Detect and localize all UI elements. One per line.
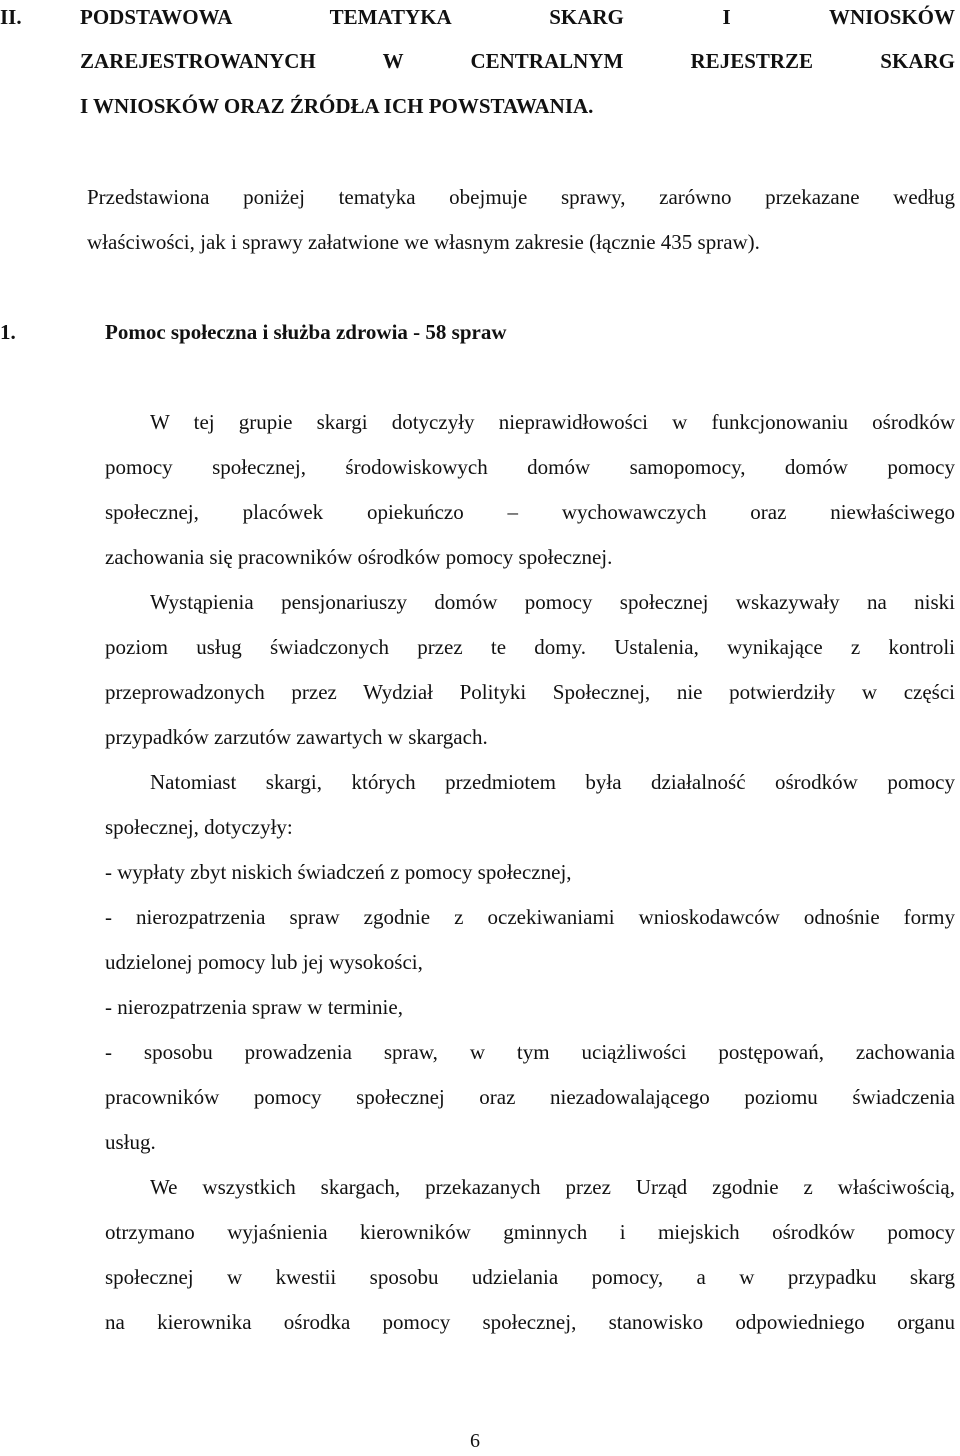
list-item: - nierozpatrzenia spraw zgodnie z oczekiwaniami wnioskodawców odnośnie formy	[105, 905, 955, 929]
subsection-title: Pomoc społeczna i służba zdrowia - 58 spraw	[105, 320, 507, 344]
list-item: - wypłaty zbyt niskich świadczeń z pomocy społecznej,	[105, 860, 572, 884]
body-line: Wystąpienia pensjonariuszy domów pomocy społecznej wskazywały na niski	[150, 590, 955, 614]
list-item-continuation: usług.	[105, 1130, 156, 1154]
body-line: poziom usług świadczonych przez te domy. Ustalenia, wynikające z kontroli	[105, 635, 955, 659]
body-line: zachowania się pracowników ośrodków pomocy społecznej.	[105, 545, 613, 569]
body-line: społecznej, placówek opiekuńczo – wychowawczych oraz niewłaściwego	[105, 500, 955, 524]
body-line: Natomiast skargi, których przedmiotem była działalność ośrodków pomocy	[150, 770, 955, 794]
subsection-number: 1.	[0, 320, 16, 344]
body-line: społecznej w kwestii sposobu udzielania pomocy, a w przypadku skarg	[105, 1265, 955, 1289]
body-line: na kierownika ośrodka pomocy społecznej, stanowisko odpowiedniego organu	[105, 1310, 955, 1334]
body-line: przeprowadzonych przez Wydział Polityki Społecznej, nie potwierdziły w części	[105, 680, 955, 704]
section-title-line-1: PODSTAWOWA TEMATYKA SKARG I WNIOSKÓW	[80, 5, 955, 29]
intro-line-1: Przedstawiona poniżej tematyka obejmuje sprawy, zarówno przekazane według	[87, 185, 955, 209]
section-number: II.	[0, 5, 22, 29]
body-line: We wszystkich skargach, przekazanych przez Urząd zgodnie z właściwością,	[150, 1175, 955, 1199]
intro-line-2: właściwości, jak i sprawy załatwione we własnym zakresie (łącznie 435 spraw).	[87, 230, 760, 254]
body-line: W tej grupie skargi dotyczyły nieprawidłowości w funkcjonowaniu ośrodków	[150, 410, 955, 434]
body-line: przypadków zarzutów zawartych w skargach.	[105, 725, 488, 749]
section-title-line-3: I WNIOSKÓW ORAZ ŹRÓDŁA ICH POWSTAWANIA.	[80, 94, 594, 118]
section-title-line-2: ZAREJESTROWANYCH W CENTRALNYM REJESTRZE SKARG	[80, 49, 955, 73]
list-item: - nierozpatrzenia spraw w terminie,	[105, 995, 403, 1019]
list-item-continuation: udzielonej pomocy lub jej wysokości,	[105, 950, 423, 974]
body-line: otrzymano wyjaśnienia kierowników gminnych i miejskich ośrodków pomocy	[105, 1220, 955, 1244]
list-item-continuation: pracowników pomocy społecznej oraz niezadowalającego poziomu świadczenia	[105, 1085, 955, 1109]
page-number: 6	[470, 1430, 480, 1452]
list-item: - sposobu prowadzenia spraw, w tym uciążliwości postępowań, zachowania	[105, 1040, 955, 1064]
body-line: pomocy społecznej, środowiskowych domów samopomocy, domów pomocy	[105, 455, 955, 479]
body-line: społecznej, dotyczyły:	[105, 815, 293, 839]
